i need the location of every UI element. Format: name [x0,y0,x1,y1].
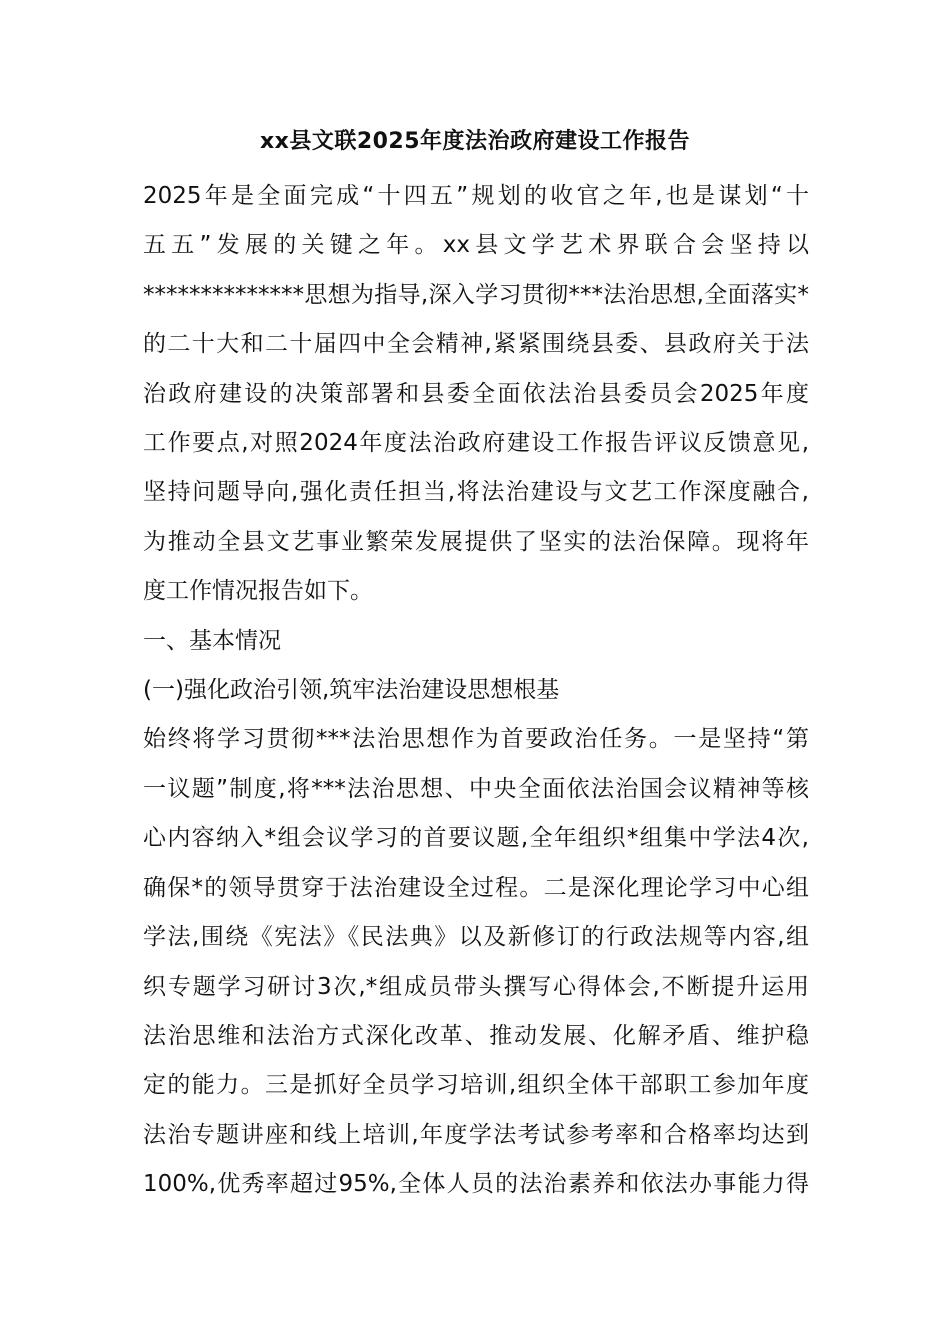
paragraph-line: 心内容纳入*组会议学习的首要议题,全年组织*组集中学法4次, [143,825,809,852]
paragraph-line: 坚持问题导向,强化责任担当,将法治建设与文艺工作深度融合, [143,479,809,506]
paragraph-line: 为推动全县文艺事业繁荣发展提供了坚实的法治保障。现将年 [143,528,809,555]
subsection-heading: (一)强化政治引领,筑牢法治建设思想根基 [143,677,560,704]
paragraph-line: 2025年是全面完成“十四五”规划的收官之年,也是谋划“十 [143,183,809,209]
paragraph-line: 确保*的领导贯穿于法治建设全过程。二是深化理论学习中心组 [143,874,809,901]
paragraph-line: 的二十大和二十届四中全会精神,紧紧围绕县委、县政府关于法 [143,331,809,358]
paragraph-line: 五五”发展的关键之年。xx县文学艺术界联合会坚持以 [143,232,809,259]
paragraph-line: 定的能力。三是抓好全员学习培训,组织全体干部职工参加年度 [143,1072,809,1099]
paragraph-line: 一议题”制度,将***法治思想、中央全面依法治国会议精神等核 [143,775,809,802]
paragraph-line: 法治思维和法治方式深化改革、推动发展、化解矛盾、维护稳 [143,1022,809,1049]
paragraph-line: **************思想为指导,深入学习贯彻***法治思想,全面落实* [143,281,809,308]
document-body [143,172,809,1210]
paragraph-line: 度工作情况报告如下。 [143,578,373,605]
paragraph-line: 工作要点,对照2024年度法治政府建设工作报告评议反馈意见, [143,430,809,457]
paragraph-line: 100%,优秀率超过95%,全体人员的法治素养和依法办事能力得 [143,1171,809,1198]
paragraph-line: 法治专题讲座和线上培训,年度学法考试参考率和合格率均达到 [143,1121,809,1148]
paragraph-line: 治政府建设的决策部署和县委全面依法治县委员会2025年度 [143,380,809,407]
paragraph-line: 始终将学习贯彻***法治思想作为首要政治任务。一是坚持“第 [143,726,809,753]
document-title: xx县文联2025年度法治政府建设工作报告 [259,129,691,154]
section-heading: 一、基本情况 [143,627,281,654]
paragraph-line: 织专题学习研讨3次,*组成员带头撰写心得体会,不断提升运用 [143,973,809,1000]
paragraph-line: 学法,围绕《宪法》《民法典》以及新修订的行政法规等内容,组 [143,924,809,951]
